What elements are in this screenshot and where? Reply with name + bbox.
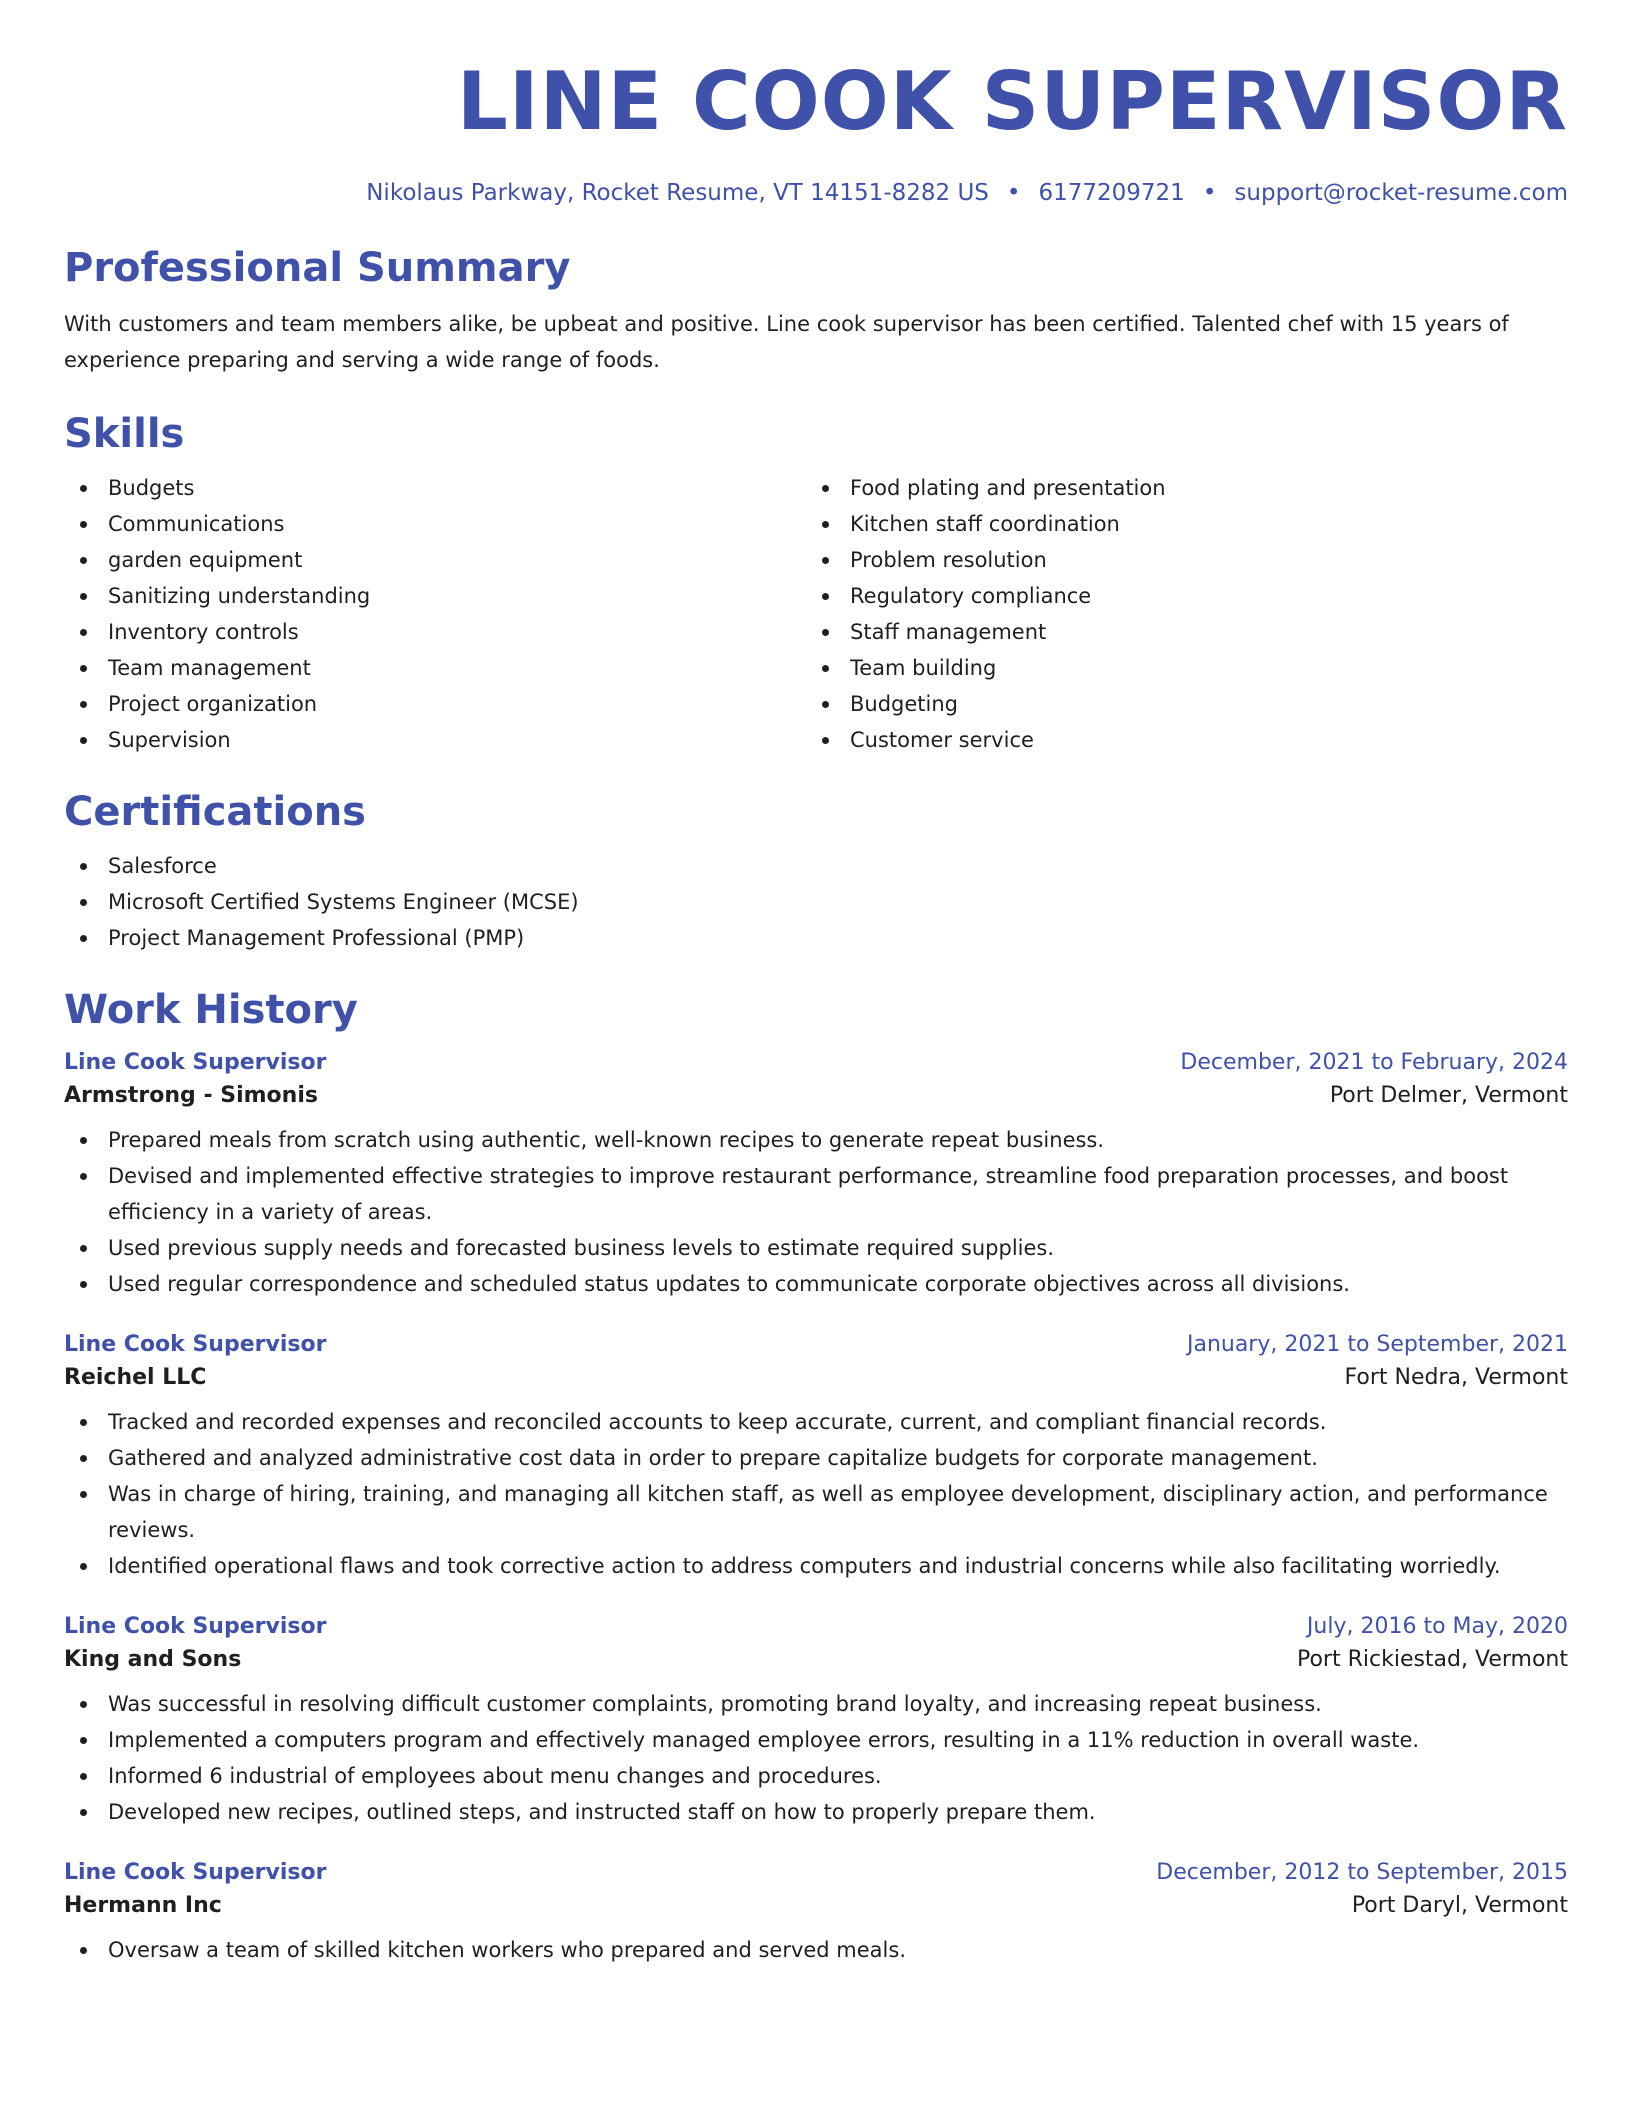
job-company-row xyxy=(64,1083,1568,1108)
job-title: Line Cook Supervisor xyxy=(64,1332,327,1357)
job-bullet: Used previous supply needs and forecasted business levels to estimate required supplies. xyxy=(64,1230,1568,1266)
job-bullet: Implemented a computers program and effectively managed employee errors, resulting in a 11% reduction in overall waste. xyxy=(64,1722,1568,1758)
work-history-heading: Work History xyxy=(64,987,358,1033)
job-location: Port Rickiestad, Vermont xyxy=(1296,1647,1568,1672)
skill-item: Communications xyxy=(64,506,806,542)
job-bullet: Used regular correspondence and scheduled status updates to communicate corporate objectives across all divisions. xyxy=(64,1266,1568,1302)
job-header-row xyxy=(64,1050,1568,1075)
skill-item: Supervision xyxy=(64,722,806,758)
skills-column-left xyxy=(64,470,806,758)
job-header-row xyxy=(64,1614,1568,1639)
job-dates: January, 2021 to September, 2021 xyxy=(1186,1332,1568,1357)
job-location: Fort Nedra, Vermont xyxy=(1344,1365,1568,1390)
skill-item: Inventory controls xyxy=(64,614,806,650)
job-dates: July, 2016 to May, 2020 xyxy=(1306,1614,1568,1639)
certifications-list xyxy=(64,848,1568,956)
resume-page xyxy=(64,0,1568,1968)
summary-text: With customers and team members alike, be upbeat and positive. Line cook supervisor has been certified. Talented chef with 15 years of experience preparing and serving a wide range of foods. xyxy=(64,312,1509,372)
skills-heading: Skills xyxy=(64,411,185,457)
job-header-row xyxy=(64,1332,1568,1357)
contact-separator: • xyxy=(1202,180,1217,206)
job-entry xyxy=(64,1332,1568,1584)
job-bullet: Identified operational flaws and took corrective action to address computers and industrial concerns while also facilitating worriedly. xyxy=(64,1548,1568,1584)
resume-title: LINE COOK SUPERVISOR xyxy=(456,55,1568,148)
job-bullets xyxy=(64,1404,1568,1584)
job-bullet: Tracked and recorded expenses and reconciled accounts to keep accurate, current, and compliant financial records. xyxy=(64,1404,1568,1440)
job-title: Line Cook Supervisor xyxy=(64,1050,327,1075)
job-bullet: Was successful in resolving difficult customer complaints, promoting brand loyalty, and increasing repeat business. xyxy=(64,1686,1568,1722)
skill-item: Budgeting xyxy=(806,686,1548,722)
skill-item: Project organization xyxy=(64,686,806,722)
contact-address: Nikolaus Parkway, Rocket Resume, VT 14151-8282 US xyxy=(366,180,989,206)
skill-item: Team management xyxy=(64,650,806,686)
certification-item: Microsoft Certified Systems Engineer (MCSE) xyxy=(64,884,1568,920)
job-bullet: Developed new recipes, outlined steps, and instructed staff on how to properly prepare them. xyxy=(64,1794,1568,1830)
job-header-row xyxy=(64,1860,1568,1885)
job-company-row xyxy=(64,1365,1568,1390)
job-location: Port Delmer, Vermont xyxy=(1329,1083,1568,1108)
skill-item: Kitchen staff coordination xyxy=(806,506,1548,542)
job-bullet: Gathered and analyzed administrative cost data in order to prepare capitalize budgets for corporate management. xyxy=(64,1440,1568,1476)
job-entry xyxy=(64,1614,1568,1830)
skill-item: Sanitizing understanding xyxy=(64,578,806,614)
job-entry xyxy=(64,1860,1568,1968)
skill-item: Staff management xyxy=(806,614,1548,650)
job-bullet: Prepared meals from scratch using authentic, well-known recipes to generate repeat business. xyxy=(64,1122,1568,1158)
job-title: Line Cook Supervisor xyxy=(64,1614,327,1639)
certification-item: Project Management Professional (PMP) xyxy=(64,920,1568,956)
job-company-row xyxy=(64,1647,1568,1672)
job-bullet: Was in charge of hiring, training, and managing all kitchen staff, as well as employee development, disciplinary action, and performance reviews. xyxy=(64,1476,1568,1548)
job-company: Armstrong - Simonis xyxy=(64,1083,318,1108)
contact-email[interactable]: support@rocket-resume.com xyxy=(1234,180,1568,206)
skill-item: Customer service xyxy=(806,722,1548,758)
job-entry xyxy=(64,1050,1568,1302)
skill-item: garden equipment xyxy=(64,542,806,578)
contact-separator: • xyxy=(1006,180,1021,206)
certification-item: Salesforce xyxy=(64,848,1568,884)
job-bullet: Informed 6 industrial of employees about menu changes and procedures. xyxy=(64,1758,1568,1794)
contact-line xyxy=(64,180,1568,206)
job-bullet: Devised and implemented effective strategies to improve restaurant performance, streamline food preparation processes, and boost efficiency in a variety of areas. xyxy=(64,1158,1568,1230)
summary-heading: Professional Summary xyxy=(64,245,571,291)
skills-column-right xyxy=(806,470,1548,758)
job-bullets xyxy=(64,1686,1568,1830)
skill-item: Regulatory compliance xyxy=(806,578,1548,614)
job-bullets xyxy=(64,1932,1568,1968)
job-dates: December, 2021 to February, 2024 xyxy=(1180,1050,1568,1075)
job-dates: December, 2012 to September, 2015 xyxy=(1156,1860,1568,1885)
skill-item: Budgets xyxy=(64,470,806,506)
job-bullet: Oversaw a team of skilled kitchen workers who prepared and served meals. xyxy=(64,1932,1568,1968)
job-company: King and Sons xyxy=(64,1647,242,1672)
skill-item: Problem resolution xyxy=(806,542,1548,578)
job-location: Port Daryl, Vermont xyxy=(1351,1893,1568,1918)
skills-list xyxy=(64,470,1568,758)
skill-item: Team building xyxy=(806,650,1548,686)
certifications-heading: Certifications xyxy=(64,789,366,835)
contact-phone: 6177209721 xyxy=(1038,180,1185,206)
job-company: Reichel LLC xyxy=(64,1365,207,1390)
skill-item: Food plating and presentation xyxy=(806,470,1548,506)
job-bullets xyxy=(64,1122,1568,1302)
job-company-row xyxy=(64,1893,1568,1918)
job-title: Line Cook Supervisor xyxy=(64,1860,327,1885)
job-company: Hermann Inc xyxy=(64,1893,222,1918)
